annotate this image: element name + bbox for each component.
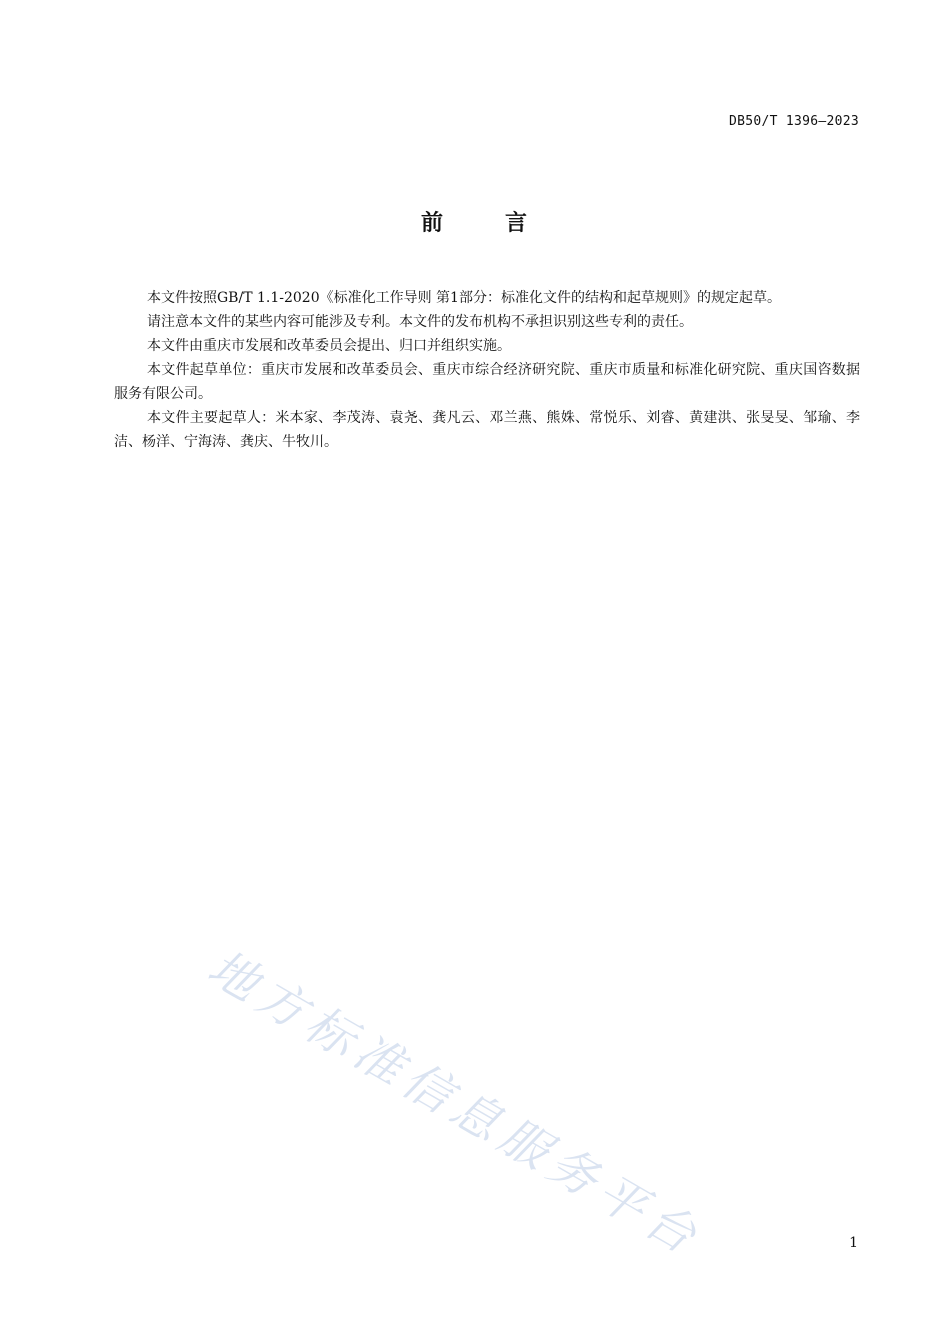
paragraph-patent-notice: 请注意本文件的某些内容可能涉及专利。本文件的发布机构不承担识别这些专利的责任。 — [147, 314, 693, 330]
page-number: 1 — [849, 1235, 858, 1251]
page-title — [0, 206, 950, 237]
foreword-body — [114, 286, 860, 454]
document-code: DB50/T 1396—2023 — [728, 114, 859, 129]
title-char-1: 前 — [420, 211, 445, 236]
watermark: 地方标准信息服务平台 — [198, 939, 712, 1269]
paragraph-drafting-units: 本文件起草单位：重庆市发展和改革委员会、重庆市综合经济研究院、重庆市质量和标准化研究院、重庆国咨数据服务有限公司。 — [114, 362, 860, 402]
paragraph-proposer: 本文件由重庆市发展和改革委员会提出、归口并组织实施。 — [147, 338, 511, 354]
paragraph-drafting-basis: 本文件按照GB/T 1.1-2020《标准化工作导则 第1部分：标准化文件的结构和起草规则》的规定起草。 — [147, 290, 781, 306]
paragraph-drafters: 本文件主要起草人：米本家、李茂涛、袁尧、龚凡云、邓兰燕、熊姝、常悦乐、刘睿、黄建洪、张旻旻、邹瑜、李洁、杨洋、宁海涛、龚庆、牛牧川。 — [114, 410, 860, 450]
title-char-2: 言 — [505, 211, 530, 236]
